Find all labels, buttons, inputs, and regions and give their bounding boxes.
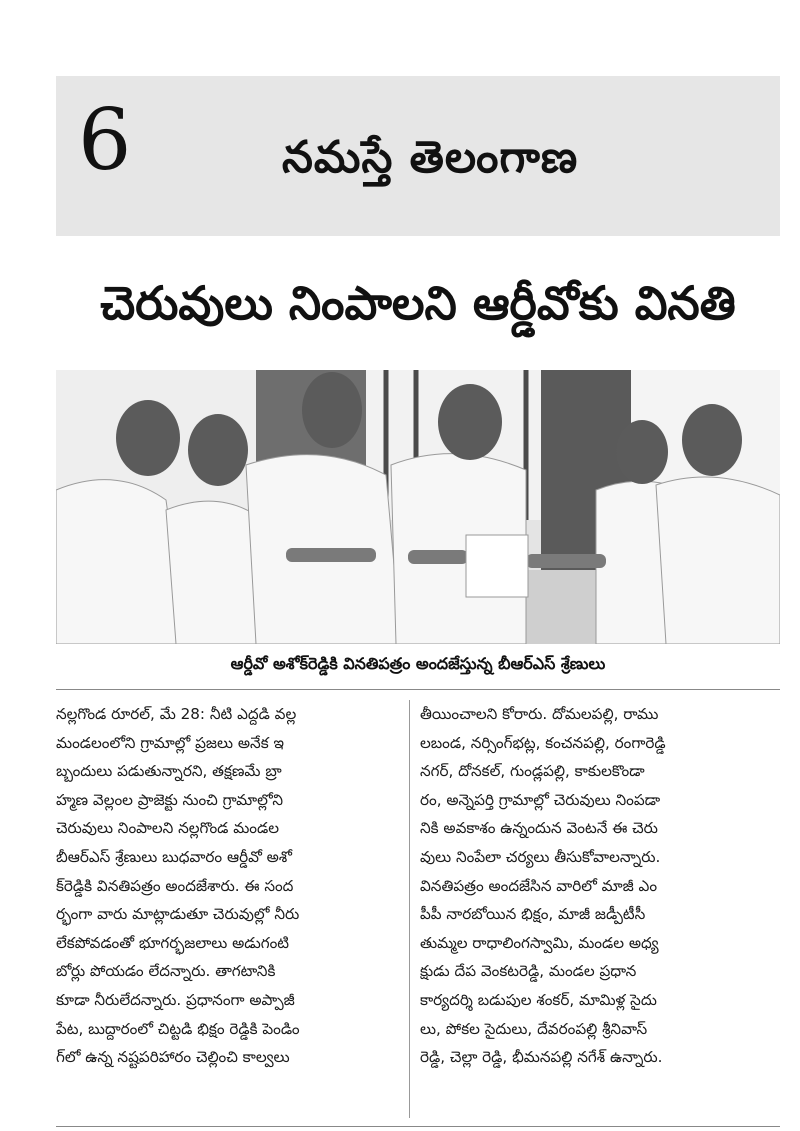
body-line: రం, అన్నెపర్తి గ్రామాల్లో చెరువులు నింపడా [420, 790, 661, 809]
body-line: చెరువులు నింపాలని నల్లగొండ మండల [56, 819, 279, 838]
body-line: మండలంలోని గ్రామాల్లో ప్రజలు అనేక ఇ [56, 733, 284, 752]
body-line: బోర్లు పోయడం లేదన్నారు. తాగటానికి [56, 962, 276, 981]
column-divider [409, 700, 410, 1118]
newspaper-masthead: నమస్తే తెలంగాణ [282, 132, 579, 183]
body-line: లు, పోకల సైదులు, దేవరంపల్లి శ్రీనివాస్ [420, 1019, 648, 1038]
body-line: పీపీ నారబోయిన భిక్షం, మాజీ జడ్పీటీసీ [420, 905, 646, 924]
body-line: రెడ్డి, చెల్లా రెడ్డి, భీమనపల్లి నగేశ్ ఉన్నారు. [420, 1048, 663, 1067]
bottom-rule [56, 1126, 780, 1127]
body-line: గ్‌లో ఉన్న నష్టపరిహారం చెల్లించి కాల్వలు [56, 1048, 290, 1067]
body-line: లేకపోవడంతో భూగర్భజలాలు అడుగంటి [56, 933, 290, 952]
body-line: నల్లగొండ రూరల్, మే 28: నీటి ఎద్దడి వల్ల [56, 705, 297, 723]
body-line: కూడా నీరులేదన్నారు. ప్రధానంగా అప్పాజీ [56, 990, 295, 1009]
body-line: పేట, బుద్దారంలో చిట్టడి భిక్షం రెడ్డికి పెండిం [56, 1019, 300, 1038]
body-line: లబండ, నర్సింగ్‌భట్ల, కంచనపల్లి, రంగారెడ్డి [420, 733, 666, 752]
photo-caption: ఆర్డీవో అశోక్‌రెడ్డికి వినతిపత్రం అందజేస్తున్న బీఆర్‌ఎస్ శ్రేణులు [230, 654, 606, 673]
article-column-left [56, 700, 400, 1072]
body-line: తుమ్మల రాధాలింగస్వామి, మండల అధ్య [420, 933, 659, 952]
body-line: క్షుడు దేప వెంకటరెడ్డి, మండల ప్రధాన [420, 962, 637, 981]
body-line: బ్బందులు పడుతున్నారని, తక్షణమే బ్రా [56, 762, 282, 781]
body-line: ర్భంగా వారు మాట్లాడుతూ చెరువుల్లో నీరు [56, 905, 300, 924]
page-number: 6 [78, 91, 132, 189]
caption-rule [56, 689, 780, 690]
body-line: హ్మణ వెల్లంల ప్రాజెక్టు నుంచి గ్రామాల్లోని [56, 790, 283, 809]
body-line: వినతిపత్రం అందజేసిన వారిలో మాజీ ఎం [420, 876, 658, 895]
body-line: నగర్, దోనకల్, గుండ్లపల్లి, కాకులకొండా [420, 762, 645, 781]
news-photo [56, 370, 780, 644]
body-line: బీఆర్‌ఎస్ శ్రేణులు బుధవారం ఆర్డీవో అశో [56, 847, 292, 866]
article-headline: చెరువులు నింపాలని ఆర్డీవోకు వినతి [100, 276, 736, 330]
body-line: క్‌రెడ్డికి వినతిపత్రం అందజేశారు. ఈ సంద [56, 876, 294, 895]
body-line: నికి అవకాశం ఉన్నందున వెంటనే ఈ చెరు [420, 819, 658, 838]
body-line: వులు నింపేలా చర్యలు తీసుకోవాలన్నారు. [420, 847, 661, 866]
body-line: కార్యదర్శి బడుపుల శంకర్, మామిళ్ల సైదు [420, 990, 657, 1009]
body-line: తీయించాలని కోరారు. దోమలపల్లి, రాము [420, 705, 659, 723]
article-column-right [420, 700, 764, 1072]
